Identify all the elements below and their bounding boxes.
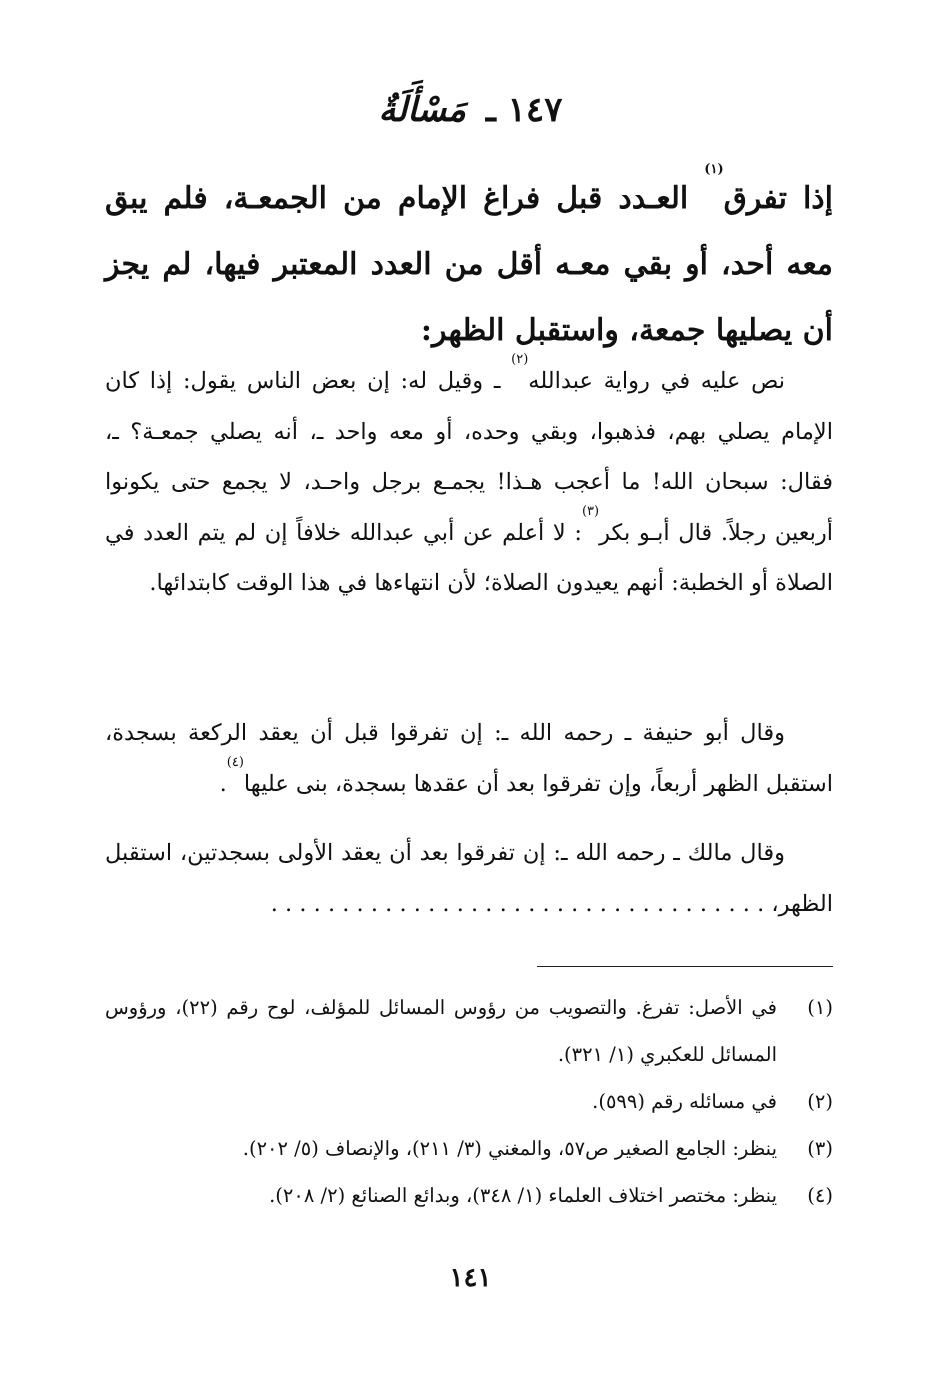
statement-text-end: العـدد قبل فراغ الإمام من الجمعـة، فلم يبق معه أحد، أو بقي معـه أقل من العدد المعتبر فيها، لم يجز أن يصليها جمعة، واستقبل الظهر:: [105, 181, 833, 348]
issue-word: مَسْأَلَةٌ: [378, 90, 467, 130]
paragraph-text: نص عليه في رواية عبدالله: [528, 368, 785, 394]
footnote-text: في الأصل: تفرغ. والتصويب من رؤوس المسائل للمؤلف، لوح رقم (٢٢)، ورؤوس المسائل للعكبري (١/ ٣٢١).: [105, 996, 778, 1066]
footnote-ref-3: (٣): [581, 503, 600, 519]
paragraph-malik: [105, 828, 833, 929]
paragraph-text: : لا أعلم عن أبي عبدالله خلافاً إن لم يتم العدد في الصلاة أو الخطبة: أنهم يعيدون الصلاة؛ لأن انتهاءها في هذا الوقت كابتدائها.: [105, 519, 833, 596]
paragraph-abu-hanifa: [105, 708, 833, 809]
paragraph-text: وقال مالك ـ رحمه الله ـ: إن تفرقوا بعد أن يعقد الأولى بسجدتين، استقبل الظهر، . . . . . . . . . . . . . . . . . . . . . . . . . . . . . . . . . . .: [105, 840, 833, 917]
footnote-item: [105, 1125, 833, 1172]
footnote-item: [105, 1172, 833, 1219]
footnote-ref-2: (٢): [511, 352, 529, 367]
footnotes-list: [105, 984, 833, 1219]
issue-statement: [105, 162, 834, 364]
paragraph-text: ـ وقيل له: إن بعض الناس يقول: إذا كان الإمام يصلي بهم، فذهبوا، وبقي وحده، أو معه واحد ـ، أنه يصلي جمعـة؟ ـ، فقال: سبحان الله! ما أعجب هـذا! يجمـع برجل واحـد، لا يجمع حتى يكونوا أربعين رجلاً. قال أبـو بكر: [105, 368, 833, 546]
footnote-ref-1: (١): [704, 162, 724, 177]
footnote-item: [105, 984, 833, 1078]
footnote-item: [105, 1078, 833, 1125]
footnote-number: (٢): [807, 1090, 833, 1113]
issue-number: ١٤٧ ـ: [485, 90, 563, 130]
footnote-number: (٣): [807, 1137, 833, 1160]
footnote-text: ينظر: مختصر اختلاف العلماء (١/ ٣٤٨)، وبدائع الصنائع (٢/ ٢٠٨).: [269, 1184, 777, 1207]
footnote-number: (٤): [807, 1184, 833, 1207]
footnote-divider: [537, 966, 833, 967]
footnote-text: في مسائله رقم (٥٩٩).: [592, 1090, 777, 1113]
statement-text-start: إذا تفرق: [723, 181, 834, 216]
paragraph-text: .: [219, 770, 227, 797]
footnote-text: ينظر: الجامع الصغير ص٥٧، والمغني (٣/ ٢١١)، والإنصاف (٥/ ٢٠٢).: [242, 1137, 777, 1160]
issue-heading: [0, 88, 941, 132]
paragraph-ahmad-narration: [105, 352, 833, 609]
footnote-ref-4: (٤): [226, 754, 244, 770]
footnote-number: (١): [807, 996, 833, 1019]
page-number: ١٤١: [449, 1263, 492, 1293]
paragraph-text: وقال أبو حنيفة ـ رحمه الله ـ: إن تفرقوا قبل أن يعقد الركعة بسجدة، استقبل الظهر أربعاً، وإن تفرقوا بعد أن عقدها بسجدة، بنى عليها: [105, 720, 833, 797]
